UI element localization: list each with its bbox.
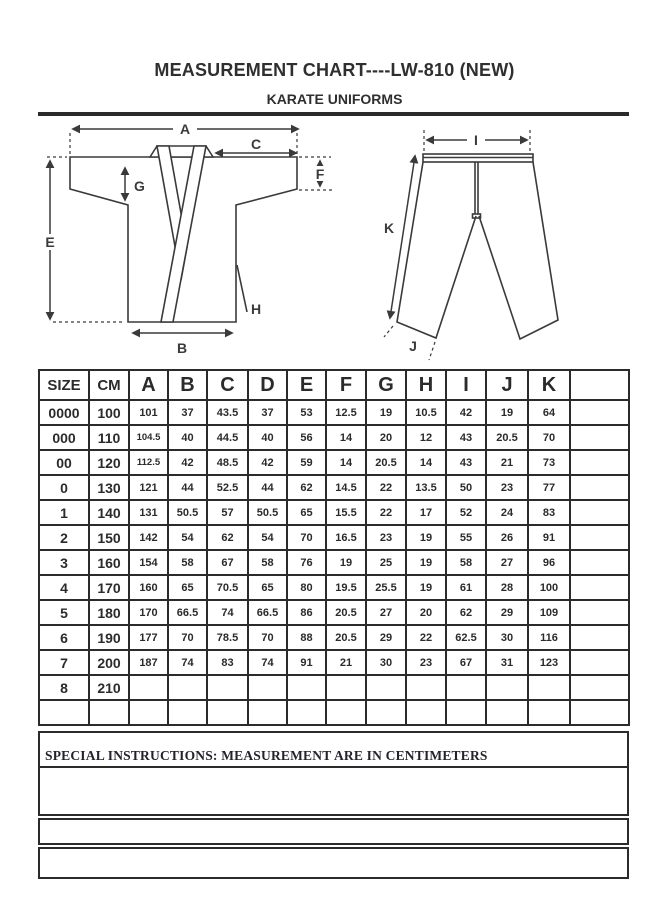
column-header: E	[287, 370, 326, 400]
table-cell	[570, 600, 629, 625]
table-cell: 2	[39, 525, 89, 550]
uniform-measurement-diagram	[35, 120, 635, 368]
table-cell: 80	[287, 575, 326, 600]
table-cell	[570, 450, 629, 475]
table-cell: 40	[168, 425, 207, 450]
table-cell: 3	[39, 550, 89, 575]
table-row	[39, 500, 629, 525]
table-cell: 19	[366, 400, 406, 425]
table-cell: 000	[39, 425, 89, 450]
table-row	[39, 450, 629, 475]
table-cell: 74	[248, 650, 287, 675]
table-cell: 44	[168, 475, 207, 500]
table-cell: 180	[89, 600, 129, 625]
table-cell: 62	[446, 600, 486, 625]
pants-diagram	[381, 130, 558, 360]
table-cell: 67	[446, 650, 486, 675]
table-cell: 24	[486, 500, 528, 525]
table-cell: 48.5	[207, 450, 248, 475]
column-header: I	[446, 370, 486, 400]
table-row	[39, 525, 629, 550]
table-cell: 20	[406, 600, 446, 625]
table-cell: 50.5	[168, 500, 207, 525]
table-cell: 15.5	[326, 500, 366, 525]
table-cell: 19	[406, 550, 446, 575]
table-cell: 42	[248, 450, 287, 475]
table-cell: 55	[446, 525, 486, 550]
table-cell: 43.5	[207, 400, 248, 425]
table-cell: 120	[89, 450, 129, 475]
special-instructions-section	[38, 731, 629, 816]
table-cell: 190	[89, 625, 129, 650]
table-cell: 116	[528, 625, 570, 650]
table-cell: 19.5	[326, 575, 366, 600]
column-header: CM	[89, 370, 129, 400]
table-cell	[129, 675, 168, 700]
table-cell: 58	[168, 550, 207, 575]
table-cell	[528, 700, 570, 725]
table-cell: 40	[248, 425, 287, 450]
table-header-row	[39, 370, 629, 400]
table-cell: 187	[129, 650, 168, 675]
table-cell: 16.5	[326, 525, 366, 550]
table-cell: 64	[528, 400, 570, 425]
table-cell: 121	[129, 475, 168, 500]
size-measurement-table	[38, 369, 630, 726]
table-cell: 59	[287, 450, 326, 475]
table-cell: 20.5	[326, 625, 366, 650]
table-cell: 22	[366, 475, 406, 500]
table-cell: 65	[287, 500, 326, 525]
table-cell	[248, 675, 287, 700]
table-cell: 66.5	[248, 600, 287, 625]
table-cell: 91	[528, 525, 570, 550]
table-cell	[129, 700, 168, 725]
special-instructions-blank-row	[40, 768, 627, 814]
table-cell: 62	[207, 525, 248, 550]
table-cell: 19	[326, 550, 366, 575]
table-cell: 28	[486, 575, 528, 600]
jacket-diagram	[41, 121, 335, 356]
table-cell: 88	[287, 625, 326, 650]
table-cell	[486, 700, 528, 725]
callout-line-h	[237, 265, 247, 312]
table-cell	[406, 700, 446, 725]
table-cell	[570, 575, 629, 600]
table-cell: 00	[39, 450, 89, 475]
table-cell: 53	[287, 400, 326, 425]
table-cell: 61	[446, 575, 486, 600]
table-cell: 37	[168, 400, 207, 425]
table-cell: 30	[366, 650, 406, 675]
table-cell: 42	[168, 450, 207, 475]
table-cell	[366, 675, 406, 700]
table-cell: 62.5	[446, 625, 486, 650]
page-title: MEASUREMENT CHART----LW-810 (NEW)	[154, 60, 515, 80]
table-cell	[248, 700, 287, 725]
table-cell	[570, 675, 629, 700]
table-cell	[287, 700, 326, 725]
table-cell	[570, 550, 629, 575]
table-cell: 62	[287, 475, 326, 500]
table-cell: 22	[406, 625, 446, 650]
table-cell	[528, 675, 570, 700]
table-cell: 7	[39, 650, 89, 675]
dim-label-e: E	[45, 234, 55, 250]
table-row	[39, 625, 629, 650]
table-cell: 31	[486, 650, 528, 675]
table-row	[39, 550, 629, 575]
title-divider-rule	[38, 112, 629, 116]
table-cell: 83	[528, 500, 570, 525]
table-cell: 23	[406, 650, 446, 675]
table-cell: 160	[89, 550, 129, 575]
dim-label-k: K	[383, 220, 395, 236]
table-cell	[570, 425, 629, 450]
table-cell: 170	[129, 600, 168, 625]
column-header: B	[168, 370, 207, 400]
table-cell: 21	[326, 650, 366, 675]
table-cell: 30	[486, 625, 528, 650]
table-cell: 13.5	[406, 475, 446, 500]
table-cell: 20	[366, 425, 406, 450]
table-cell	[446, 700, 486, 725]
pants-right-leg	[479, 162, 558, 339]
table-cell: 27	[486, 550, 528, 575]
table-cell	[207, 675, 248, 700]
table-cell	[570, 475, 629, 500]
table-cell: 70	[248, 625, 287, 650]
table-cell: 150	[89, 525, 129, 550]
column-header: F	[326, 370, 366, 400]
table-cell	[570, 525, 629, 550]
table-cell: 101	[129, 400, 168, 425]
table-cell	[446, 675, 486, 700]
table-cell: 54	[248, 525, 287, 550]
table-cell: 77	[528, 475, 570, 500]
table-cell: 104.5	[129, 425, 168, 450]
table-cell: 14	[326, 450, 366, 475]
page-subtitle: KARATE UNIFORMS	[266, 91, 403, 107]
table-cell: 27	[366, 600, 406, 625]
table-row	[39, 675, 629, 700]
table-cell: 96	[528, 550, 570, 575]
table-cell: 22	[366, 500, 406, 525]
table-cell: 70	[287, 525, 326, 550]
table-cell: 19	[406, 525, 446, 550]
table-row	[39, 475, 629, 500]
dim-label-f: F	[315, 166, 325, 182]
dim-label-h: H	[251, 301, 262, 317]
dim-label-c: C	[250, 136, 262, 152]
table-cell: 52	[446, 500, 486, 525]
table-cell: 67	[207, 550, 248, 575]
table-cell: 50	[446, 475, 486, 500]
column-header: H	[406, 370, 446, 400]
table-cell: 70	[528, 425, 570, 450]
table-cell	[406, 675, 446, 700]
table-cell: 20.5	[486, 425, 528, 450]
table-body	[39, 400, 629, 725]
table-cell	[570, 650, 629, 675]
table-cell: 17	[406, 500, 446, 525]
table-cell	[570, 700, 629, 725]
table-cell: 42	[446, 400, 486, 425]
table-cell: 20.5	[366, 450, 406, 475]
table-cell: 200	[89, 650, 129, 675]
table-cell: 19	[406, 575, 446, 600]
table-cell: 25	[366, 550, 406, 575]
guide-line	[384, 326, 393, 337]
table-cell: 21	[486, 450, 528, 475]
table-cell: 1	[39, 500, 89, 525]
table-cell	[570, 400, 629, 425]
table-cell: 14.5	[326, 475, 366, 500]
column-header: G	[366, 370, 406, 400]
table-cell: 20.5	[326, 600, 366, 625]
table-cell: 56	[287, 425, 326, 450]
table-cell: 123	[528, 650, 570, 675]
table-cell: 8	[39, 675, 89, 700]
table-cell: 5	[39, 600, 89, 625]
table-cell: 86	[287, 600, 326, 625]
table-cell: 43	[446, 450, 486, 475]
dim-label-j: J	[409, 338, 417, 354]
special-instructions-row	[40, 733, 627, 768]
table-row	[39, 650, 629, 675]
table-cell: 65	[168, 575, 207, 600]
table-row	[39, 370, 629, 400]
table-cell: 14	[406, 450, 446, 475]
column-header: A	[129, 370, 168, 400]
table-cell: 4	[39, 575, 89, 600]
table-cell	[326, 700, 366, 725]
column-header: J	[486, 370, 528, 400]
table-cell: 70.5	[207, 575, 248, 600]
table-cell: 29	[366, 625, 406, 650]
table-cell: 83	[207, 650, 248, 675]
table-cell: 74	[168, 650, 207, 675]
column-header: SIZE	[39, 370, 89, 400]
table-cell: 112.5	[129, 450, 168, 475]
table-cell: 73	[528, 450, 570, 475]
table-cell: 177	[129, 625, 168, 650]
dim-label-a: A	[179, 121, 191, 137]
table-cell: 160	[129, 575, 168, 600]
table-cell: 74	[207, 600, 248, 625]
table-cell	[366, 700, 406, 725]
table-cell: 154	[129, 550, 168, 575]
blank-notes-box-1	[38, 818, 629, 845]
table-cell: 109	[528, 600, 570, 625]
table-cell: 10.5	[406, 400, 446, 425]
table-cell: 44	[248, 475, 287, 500]
table-cell: 131	[129, 500, 168, 525]
table-cell: 91	[287, 650, 326, 675]
table-cell: 14	[326, 425, 366, 450]
table-cell: 12	[406, 425, 446, 450]
table-cell: 52.5	[207, 475, 248, 500]
table-cell: 26	[486, 525, 528, 550]
table-cell: 6	[39, 625, 89, 650]
table-row	[39, 575, 629, 600]
table-cell: 110	[89, 425, 129, 450]
blank-notes-box-2	[38, 847, 629, 879]
table-cell: 12.5	[326, 400, 366, 425]
table-cell: 44.5	[207, 425, 248, 450]
column-header: K	[528, 370, 570, 400]
table-cell: 100	[89, 400, 129, 425]
table-cell	[570, 500, 629, 525]
table-cell: 25.5	[366, 575, 406, 600]
dim-label-g: G	[134, 178, 145, 194]
table-cell: 50.5	[248, 500, 287, 525]
guide-line	[429, 342, 435, 360]
table-row	[39, 700, 629, 725]
table-cell	[570, 625, 629, 650]
table-cell: 58	[248, 550, 287, 575]
table-cell: 100	[528, 575, 570, 600]
column-header: D	[248, 370, 287, 400]
table-cell	[486, 675, 528, 700]
table-cell: 78.5	[207, 625, 248, 650]
table-cell: 130	[89, 475, 129, 500]
table-cell: 210	[89, 675, 129, 700]
table-row	[39, 600, 629, 625]
table-cell: 37	[248, 400, 287, 425]
table-row	[39, 400, 629, 425]
table-cell: 66.5	[168, 600, 207, 625]
special-instructions-text: SPECIAL INSTRUCTIONS: MEASUREMENT ARE IN CENTIMETERS	[45, 748, 488, 763]
table-cell: 0000	[39, 400, 89, 425]
table-cell: 142	[129, 525, 168, 550]
table-cell: 29	[486, 600, 528, 625]
dim-label-b: B	[176, 340, 188, 356]
dim-label-i: I	[474, 132, 478, 148]
table-cell: 70	[168, 625, 207, 650]
table-cell: 23	[486, 475, 528, 500]
table-cell: 170	[89, 575, 129, 600]
table-cell: 58	[446, 550, 486, 575]
table-cell: 140	[89, 500, 129, 525]
pants-left-leg	[397, 162, 476, 338]
table-cell	[39, 700, 89, 725]
column-header: C	[207, 370, 248, 400]
table-cell: 43	[446, 425, 486, 450]
table-cell: 0	[39, 475, 89, 500]
table-cell	[168, 675, 207, 700]
table-cell	[326, 675, 366, 700]
table-cell	[287, 675, 326, 700]
column-header	[570, 370, 629, 400]
table-cell: 23	[366, 525, 406, 550]
table-cell: 57	[207, 500, 248, 525]
table-cell	[207, 700, 248, 725]
table-cell: 54	[168, 525, 207, 550]
table-cell: 76	[287, 550, 326, 575]
table-cell: 19	[486, 400, 528, 425]
table-cell	[168, 700, 207, 725]
table-cell: 65	[248, 575, 287, 600]
table-row	[39, 425, 629, 450]
table-cell	[89, 700, 129, 725]
